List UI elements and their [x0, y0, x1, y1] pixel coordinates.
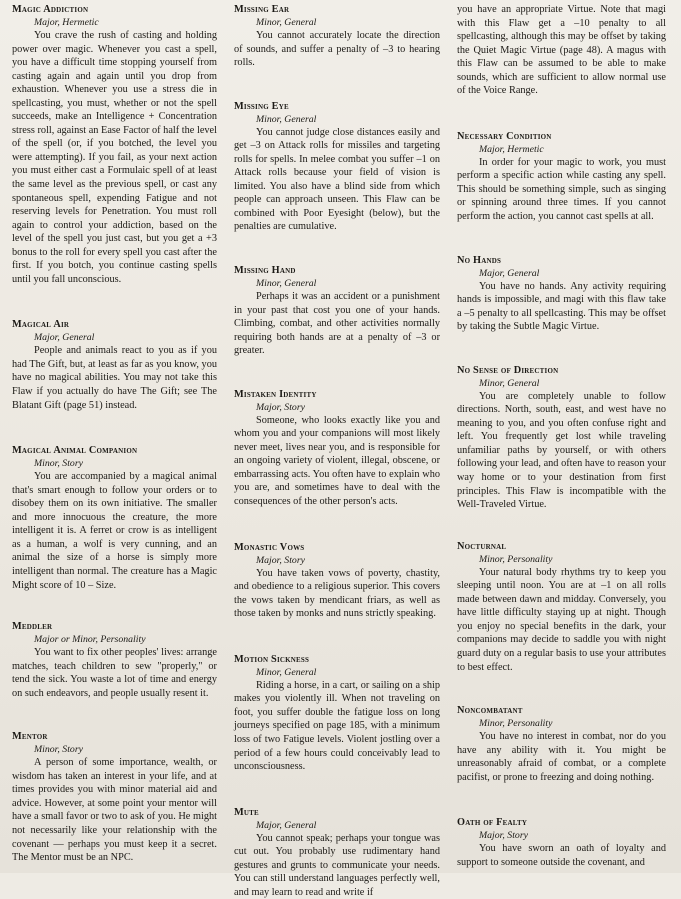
flaw-entry — [457, 3, 666, 98]
column-left — [12, 3, 217, 865]
flaw-category: Major, Story — [479, 830, 528, 842]
flaw-description: You have no hands. Any activity requiring hands is impossible, and magi with this flaw take a –5 penalty to all spellcasting. This may be offset by taking the Subtle Magic Virtue. — [457, 280, 666, 333]
flaw-title: Necessary Condition — [457, 130, 552, 142]
flaw-category: Minor, Story — [34, 458, 83, 470]
flaw-description: Riding a horse, in a cart, or sailing on a ship makes you violently ill. When not traveling on foot, you suffer double the fatigue loss on long journeys specified on page 185, with a minimum loss of two Fatigue levels. Violent jostling over a period of a few hours could conceivably lead to unconsciousness. — [234, 679, 440, 773]
flaw-description: You crave the rush of casting and holding power over magic. Whenever you cast a spell, you have a difficult time stopping yourself from casting again and again until you drop from exhaustion. Whenever you use a stress die in spellcasting, you must, whether or not the spell succeeds, make an Intelligence + Concentration stress roll, against an Ease Factor of half the level of the spell (or, if you botched, the level you were attempting). If you fail, as your next action you must either cast a Formulaic spell of at least the same level as the previous spell, or cast any spontaneous spell, expending Fatigue and not reserving levels for Penetration. You must roll again to control your addiction, based on the level of the spell you just cast, but you get a +3 bonus to the roll for every spell you cast after the first. If you botch, you continue casting spells until you fall unconscious. — [12, 30, 217, 285]
flaw-title: Mute — [234, 806, 259, 818]
flaw-description: You cannot speak; perhaps your tongue was cut out. You probably use rudimentary hand gestures and grunts to communicate your needs. You can still understand languages perfectly well, and may learn to read and write if — [234, 832, 440, 898]
flaw-description: You cannot judge close distances easily and get –3 on Attack rolls for missiles and targeting rolls for spells. In melee combat you suffer –1 on Attack rolls because your field of vision is limited. You also have a blind side from which people can approach unseen. This Flaw can be combined with Poor Eyesight (below), but the penalties are cumulative. — [234, 126, 440, 233]
flaw-description: You have no interest in combat, nor do you have any ability with it. You might be unreasonably afraid of combat, or a complete pacifist, or prone to freezing and doing nothing. — [457, 731, 666, 783]
flaw-description: You are completely unable to follow directions. North, south, east, and west have no meaning to you, and you often confuse right and left. You frequently get lost while traveling unfamiliar paths by yourself, or with others following your lead, and often have to reason your way home or to your destination from first principles. This Flaw is incompatible with the Well-Traveled Virtue. — [457, 390, 666, 511]
flaw-title: Noncombatant — [457, 705, 523, 717]
flaw-category: Major, General — [34, 332, 95, 344]
flaw-title: Magic Addiction — [12, 4, 89, 15]
flaw-description: You are accompanied by a magical animal that's smart enough to follow your orders or to disobey them on its own initiative. The smaller and more innocuous the creature, the more intelligent it is. A ferret or crow is as intelligent as a human, a wolf is very cunning, and an animal the size of a horse is simply more intelligent than normal. The creature has a Magic Might score of 10 – Size. — [12, 471, 217, 591]
flaw-entry — [234, 653, 440, 774]
flaw-category: Major, General — [479, 267, 540, 279]
flaw-category: Major, Story — [256, 401, 305, 413]
flaw-title: Mentor — [12, 731, 48, 743]
flaw-entry — [457, 540, 666, 674]
flaw-category: Major, General — [256, 819, 317, 831]
column-right — [457, 3, 666, 869]
flaw-category: Minor, General — [256, 17, 317, 28]
flaw-title: Missing Hand — [234, 265, 296, 277]
flaw-title: Magical Air — [12, 319, 70, 331]
flaw-title: Magical Animal Companion — [12, 445, 138, 457]
flaw-description: You want to fix other peoples' lives: arrange matches, teach children to sew "properly," or tend the sick. You waste a lot of time and energy on such endeavors, and people usually resent it. — [12, 647, 217, 699]
flaw-category: Major, Story — [256, 554, 305, 566]
flaw-category: Minor, Story — [34, 744, 83, 756]
flaw-entry — [12, 3, 217, 286]
flaw-description: Someone, who looks exactly like you and whom you and your companions will most likely never meet, lives near you, and is responsible for an ongoing variety of violent, illegal, obscene, or embarrassing acts. You often have to explain who you are, and sometimes have to deal with the consequences of the other person's acts. — [234, 414, 440, 508]
flaw-entry — [234, 806, 440, 899]
flaw-entry — [12, 318, 217, 412]
flaw-entry — [457, 704, 666, 784]
flaw-description: In order for your magic to work, you must perform a specific action while casting any spell. This should be something simple, such as singing or spinning around three times. If you cannot perform the action, you cannot cast spells at all. — [457, 156, 666, 223]
flaw-category: Major, Hermetic — [479, 143, 544, 155]
flaw-description: People and animals react to you as if you had The Gift, but, at least as far as you know, you have no magical abilities. You may not take this Flaw if you actually do have The Gift; see The Blatant Gift (page 51) instead. — [12, 345, 217, 411]
flaw-category: Minor, General — [256, 113, 317, 125]
flaw-entry — [234, 388, 440, 509]
flaw-entry — [457, 364, 666, 512]
flaw-entry — [457, 130, 666, 224]
flaw-category: Minor, General — [256, 278, 317, 290]
flaw-category: Minor, General — [479, 377, 540, 389]
flaw-title: Missing Eye — [234, 100, 289, 112]
flaw-title: Missing Ear — [234, 4, 290, 15]
flaw-category: Minor, Personality — [479, 553, 553, 565]
flaw-description: Your natural body rhythms try to keep you sleeping until noon. You are at –1 on all rolls made between dawn and midday. Conversely, you have little difficulty staying up at night. Though you enjoy no special benefits in the dark, your companions may decide to saddle you with night guard duty on a regular basis to use your attributes to best effect. — [457, 566, 666, 673]
column-middle — [234, 3, 440, 899]
flaw-category: Major or Minor, Personality — [34, 634, 146, 646]
flaw-entry — [12, 730, 217, 864]
flaw-title: Meddler — [12, 621, 53, 633]
flaw-title: No Sense of Direction — [457, 364, 559, 376]
flaw-entry — [12, 444, 217, 592]
flaw-title: Monastic Vows — [234, 541, 305, 553]
flaw-description: You have taken vows of poverty, chastity, and obedience to a religious superior. This covers the vows taken by mendicant friars, as well as those taken by monks and nuns strictly speaking. — [234, 567, 440, 620]
flaw-title: Nocturnal — [457, 540, 507, 552]
flaw-description: You have sworn an oath of loyalty and support to someone outside the covenant, and — [457, 843, 666, 868]
flaw-description: A person of some importance, wealth, or wisdom has taken an interest in your life, and at times provides you with minor material aid and advice. However, at some point your mentor will have a small favor or two to ask of you. He might not necessarily like your relationship with the covenant — perhaps you must keep it a secret. The Mentor must be an NPC. — [12, 757, 217, 864]
flaw-title: Oath of Fealty — [457, 817, 528, 829]
flaw-entry — [234, 100, 440, 234]
flaw-title: Motion Sickness — [234, 653, 310, 665]
flaw-title: No Hands — [457, 254, 502, 266]
flaw-entry — [12, 620, 217, 700]
flaw-category: Minor, Personality — [479, 718, 553, 730]
flaw-description: You cannot accurately locate the direction of sounds, and suffer a penalty of –3 to hearing rolls. — [234, 30, 440, 69]
flaw-entry — [457, 254, 666, 334]
flaw-description: you have an appropriate Virtue. Note that magi with this Flaw get a –10 penalty to all spellcasting, although this may be offset by taking the Quiet Magic Virtue (page 48). A magus with this Flaw can be assumed to be able to make sounds, which are sufficient to allow normal use of the Voice Range. — [457, 4, 666, 97]
flaw-category: Major, Hermetic — [34, 17, 99, 28]
flaw-entry — [234, 3, 440, 70]
flaw-entry — [234, 541, 440, 621]
flaw-category: Minor, General — [256, 666, 317, 678]
flaw-entry — [234, 264, 440, 358]
flaw-entry — [457, 816, 666, 869]
flaw-title: Mistaken Identity — [234, 388, 317, 400]
flaw-description: Perhaps it was an accident or a punishment in your past that cost you one of your hands. Climbing, combat, and other activities normally requiring both hands are at a penalty of –3 or greater. — [234, 291, 440, 357]
